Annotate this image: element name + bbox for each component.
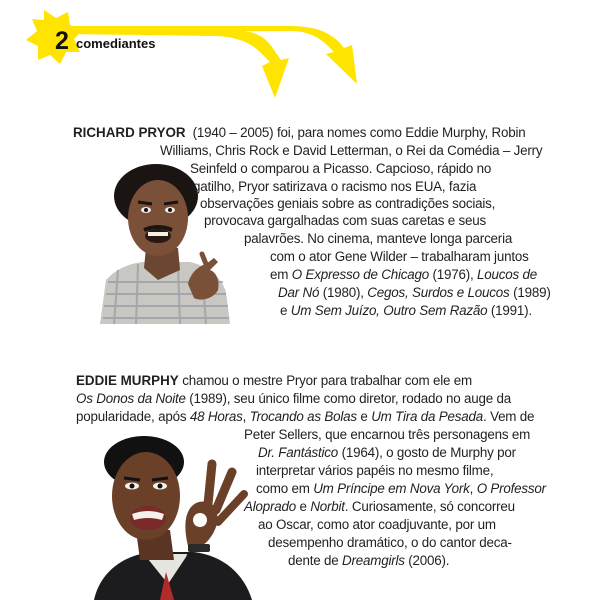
text-run: e <box>280 303 291 318</box>
italic-title-run: 48 Horas <box>189 409 243 424</box>
text-run: interpretar vários papéis no mesmo filme, <box>256 463 494 478</box>
text-run: (2006). <box>404 553 450 568</box>
text-run: popularidade, após <box>76 409 190 424</box>
murphy-line <box>258 516 496 533</box>
text-run: dente de <box>288 553 343 568</box>
text-run: chamou o mestre Pryor para trabalhar com ele em <box>182 373 473 388</box>
murphy-line <box>76 372 472 389</box>
italic-title-run: Dr. Fantástico <box>258 445 339 460</box>
text-run: (1989), seu único filme como diretor, rodado no auge da <box>185 391 511 406</box>
text-run: Peter Sellers, que encarnou três personagens em <box>244 427 531 442</box>
murphy-line <box>256 480 546 497</box>
text-run: como em <box>256 481 314 496</box>
text-run: (1991). <box>487 303 532 318</box>
text-run: (1976), <box>428 267 478 282</box>
text-run: (1989) <box>509 285 551 300</box>
murphy-line <box>76 408 534 425</box>
text-run: e <box>356 409 372 424</box>
italic-title-run: Dreamgirls <box>342 553 405 568</box>
murphy-line <box>258 444 516 461</box>
pryor-line <box>278 284 551 301</box>
murphy-line-text <box>182 373 472 388</box>
murphy-line <box>268 534 512 551</box>
pryor-line <box>204 212 486 229</box>
pryor-line <box>270 266 537 283</box>
text-run: gatilho, Pryor satirizava o racismo nos EUA, fazia <box>193 179 477 194</box>
text-run: Williams, Chris Rock e David Letterman, o Rei da Comédia – Jerry <box>160 143 543 158</box>
pryor-line <box>270 248 529 265</box>
pryor-line <box>280 302 532 319</box>
pryor-line <box>190 160 491 177</box>
italic-title-run: Loucos de <box>477 267 538 282</box>
text-run: palavrões. No cinema, manteve longa parceria <box>244 231 513 246</box>
murphy-line <box>76 390 511 407</box>
pryor-name: RICHARD PRYOR <box>73 125 186 140</box>
murphy-line <box>288 552 449 569</box>
italic-title-run: Norbit <box>310 499 345 514</box>
italic-title-run: Aloprado <box>244 499 297 514</box>
text-run: (1980), <box>319 285 368 300</box>
italic-title-run: O Professor <box>476 481 546 496</box>
text-run: , <box>469 481 477 496</box>
italic-title-run: Cegos, Surdos e Loucos <box>367 285 510 300</box>
text-run: em <box>270 267 292 282</box>
murphy-line <box>244 498 515 515</box>
text-run: e <box>296 499 311 514</box>
section-banner <box>0 0 602 110</box>
italic-title-run: Um Príncipe em Nova York <box>313 481 470 496</box>
text-run: . Vem de <box>483 409 535 424</box>
italic-title-run: O Expresso de Chicago <box>291 267 429 282</box>
portrait-eddie-murphy <box>84 434 254 600</box>
text-run: observações geniais sobre as contradições sociais, <box>200 196 496 211</box>
text-run: ao Oscar, como ator coadjuvante, por um <box>258 517 496 532</box>
text-run: provocava gargalhadas com suas caretas e seus <box>204 213 487 228</box>
italic-title-run: Trocando as Bolas <box>249 409 357 424</box>
banner-number: 2 <box>55 27 69 55</box>
text-run: (1940 – 2005) foi, para nomes como Eddie Murphy, Robin <box>192 125 526 140</box>
murphy-line <box>256 462 493 479</box>
pryor-line <box>193 178 476 195</box>
pryor-line <box>244 230 512 247</box>
pryor-line <box>160 142 542 159</box>
text-run: . Curiosamente, só concorreu <box>344 499 515 514</box>
text-run: com o ator Gene Wilder – trabalharam juntos <box>270 249 529 264</box>
italic-title-run: Um Sem Juízo, Outro Sem Razão <box>290 303 488 318</box>
text-run: Seinfeld o comparou a Picasso. Capcioso, rápido no <box>190 161 492 176</box>
text-run: , <box>242 409 250 424</box>
pryor-line <box>200 195 495 212</box>
pryor-line <box>73 124 525 141</box>
text-run: desempenho dramático, o do cantor deca- <box>268 535 512 550</box>
italic-title-run: Um Tira da Pesada <box>371 409 484 424</box>
banner-title: comediantes <box>76 36 156 51</box>
italic-title-run: Os Donos da Noite <box>76 391 186 406</box>
text-run: (1964), o gosto de Murphy por <box>338 445 516 460</box>
murphy-name: EDDIE MURPHY <box>76 373 179 388</box>
italic-title-run: Dar Nó <box>278 285 320 300</box>
pryor-line-text <box>193 125 526 140</box>
murphy-line <box>244 426 530 443</box>
